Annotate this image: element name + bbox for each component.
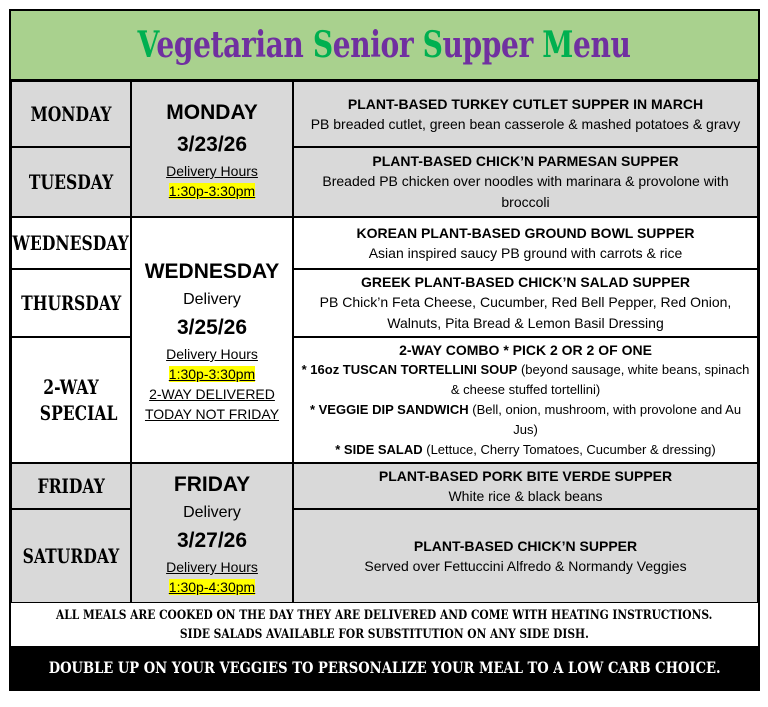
delivery-day: FRIDAY [173, 473, 251, 496]
day-saturday: SATURDAY [11, 509, 131, 603]
meal-description: White rice & black beans [448, 487, 603, 504]
day-wednesday: WEDNESDAY [11, 217, 131, 269]
meal-two-way-combo [293, 337, 758, 463]
footer-note-salads: SIDE SALADS AVAILABLE FOR SUBSTITUTION ON ANY SIDE DISH. [180, 626, 589, 642]
meal-description: PB breaded cutlet, green bean casserole & mashed potatoes & gravy [310, 115, 741, 132]
meal-wednesday [293, 217, 758, 269]
combo-item: * 16oz TUSCAN TORTELLINI SOUP (beyond sausage, white beans, spinach & cheese stuffed tortellini) [301, 362, 750, 397]
delivery-wednesday [131, 217, 293, 463]
footer-banner [11, 646, 758, 689]
title-bar [11, 11, 758, 81]
delivery-day: WEDNESDAY [144, 260, 280, 283]
day-tuesday: TUESDAY [11, 147, 131, 217]
meal-friday [293, 463, 758, 509]
meal-title: KOREAN PLANT-BASED GROUND BOWL SUPPER [356, 224, 695, 241]
delivery-hours: 1:30p-3:30pm [168, 366, 256, 382]
delivery-label: Delivery [183, 504, 241, 521]
delivery-hours-label: Delivery Hours [166, 346, 258, 362]
day-thursday: THURSDAY [11, 269, 131, 337]
combo-item: * SIDE SALAD (Lettuce, Cherry Tomatoes, Cucumber & dressing) [335, 442, 716, 457]
meal-description: Breaded PB chicken over noodles with marinara & provolone with broccoli [322, 173, 729, 210]
meal-saturday [293, 509, 758, 603]
meal-title: PLANT-BASED TURKEY CUTLET SUPPER IN MARCH [347, 95, 704, 112]
delivery-hours-label: Delivery Hours [166, 163, 258, 179]
menu-sheet [9, 9, 760, 691]
delivery-monday [131, 81, 293, 217]
delivery-date: 3/23/26 [176, 133, 248, 156]
delivery-day: MONDAY [166, 101, 258, 124]
meal-title: PLANT-BASED PORK BITE VERDE SUPPER [378, 467, 673, 484]
menu-title: Vegetarian Senior Supper Menu [137, 24, 632, 66]
meal-title: PLANT-BASED CHICK’N PARMESAN SUPPER [372, 153, 679, 169]
day-friday: FRIDAY [11, 463, 131, 509]
meal-title: 2-WAY COMBO * PICK 2 OR 2 OF ONE [399, 342, 652, 358]
day-two-way-special: 2-WAY SPECIAL [11, 337, 131, 463]
delivery-date: 3/27/26 [176, 529, 248, 552]
footer-notes [11, 603, 758, 646]
delivery-hours: 1:30p-3:30pm [168, 183, 256, 199]
delivery-hours: 1:30p-4:30pm [168, 579, 256, 595]
footer-banner-text: DOUBLE UP ON YOUR VEGGIES TO PERSONALIZE YOUR MEAL TO A LOW CARB CHOICE. [48, 658, 721, 677]
meal-title: GREEK PLANT-BASED CHICK’N SALAD SUPPER [360, 274, 691, 290]
meal-description: Asian inspired saucy PB ground with carrots & rice [368, 244, 683, 261]
meal-thursday [293, 269, 758, 337]
delivery-hours-label: Delivery Hours [166, 559, 258, 575]
footer-note-cooking: ALL MEALS ARE COOKED ON THE DAY THEY ARE DELIVERED AND COME WITH HEATING INSTRUCTIONS. [56, 607, 713, 623]
delivery-note: 2-WAY DELIVERED [149, 386, 275, 402]
meal-tuesday [293, 147, 758, 217]
delivery-friday [131, 463, 293, 603]
meal-monday [293, 81, 758, 147]
combo-item: * VEGGIE DIP SANDWICH (Bell, onion, mushroom, with provolone and Au Jus) [309, 402, 742, 437]
delivery-label: Delivery [183, 291, 241, 308]
delivery-date: 3/25/26 [176, 316, 248, 339]
meal-description: PB Chick’n Feta Cheese, Cucumber, Red Bell Pepper, Red Onion, Walnuts, Pita Bread & Lemon Basil Dressing [319, 294, 732, 331]
day-monday: MONDAY [11, 81, 131, 147]
meal-title: PLANT-BASED CHICK’N SUPPER [413, 537, 638, 554]
delivery-note: TODAY NOT FRIDAY [144, 406, 280, 422]
meal-description: Served over Fettuccini Alfredo & Normandy Veggies [364, 557, 687, 574]
menu-grid [11, 81, 758, 603]
